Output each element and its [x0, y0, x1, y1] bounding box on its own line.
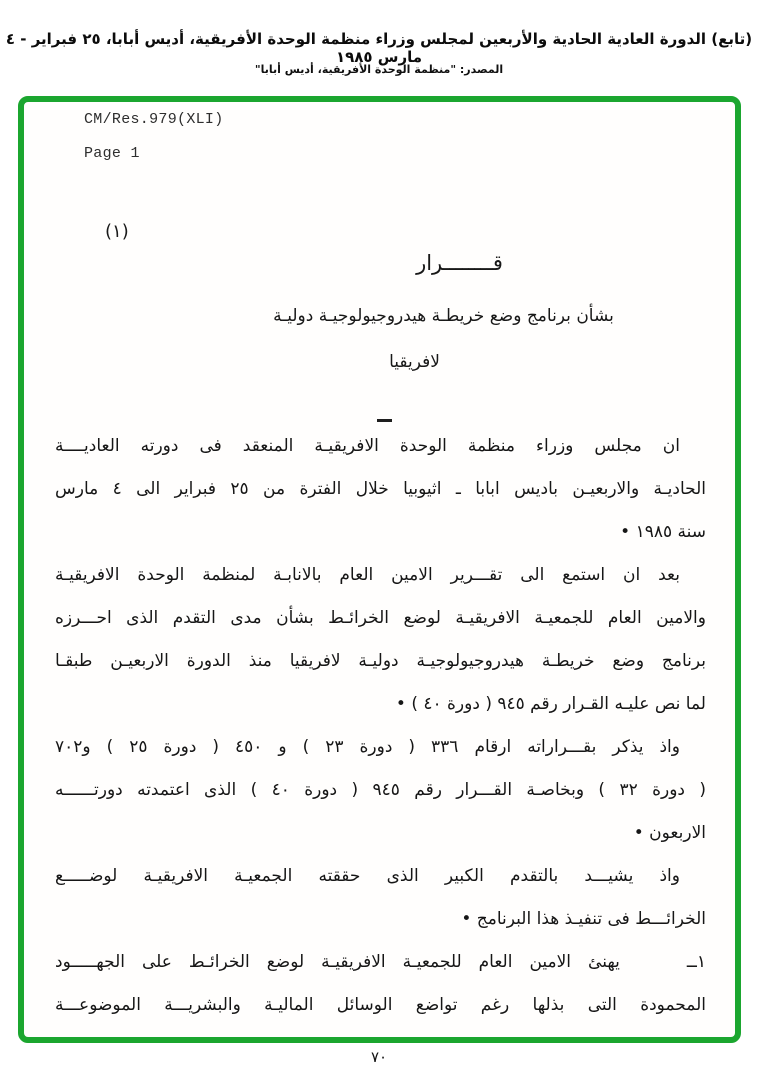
resolution-body	[55, 425, 706, 1027]
resolution-number-marker: (١)	[105, 221, 129, 242]
resolution-title: قــــــــرار	[416, 251, 503, 275]
operative-item-line: المحمودة التى بذلها رغم تواضع الوسائل الماليـة والبشريـــة الموضوعـــة	[55, 995, 706, 1015]
item-number: ١ــ	[686, 952, 706, 972]
title-divider-dash	[29, 407, 740, 426]
preamble-line: ( دورة ٣٢ ) وبخاصـة القـــرار رقم ٩٤٥ ( دورة ٤٠ ) الذى اعتمدته دورتــــــه	[55, 780, 706, 800]
resolution-subtitle-region: لافريقيا	[389, 352, 440, 372]
source-attribution-line: المصدر: "منظمة الوحدة الأفريقية، أديس أبابا"	[254, 63, 504, 76]
preamble-line: لما نص عليـه القـرار رقم ٩٤٥ ( دورة ٤٠ ) •	[395, 694, 706, 714]
preamble-paragraph-2	[55, 554, 706, 726]
operative-item-1	[55, 941, 706, 1027]
resolution-subtitle: بشأن برنامج وضع خريطـة هيدروجيولوجيـة دوليـة	[273, 306, 614, 326]
item-text: يهنئ الامين العام للجمعيـة الافريقيـة لوضع الخرائـط على الجهـــــود	[55, 952, 620, 972]
preamble-paragraph-1	[55, 425, 706, 554]
scanned-document-frame	[18, 96, 741, 1043]
preamble-line: واذ يذكر بقـــراراته ارقام ٣٣٦ ( دورة ٢٣ ) و ٤٥٠ ( دورة ٢٥ ) و٧٠٢	[55, 737, 680, 757]
preamble-paragraph-4	[55, 855, 706, 941]
preamble-line: واذ يشيـــد بالتقدم الكبير الذى حققته الجمعيـة الافريقيـة لوضـــــع	[55, 866, 680, 886]
preamble-line: والامين العام للجمعيـة الافريقيـة لوضع الخرائـط بشأن مدى التقدم الذى احـــرزه	[55, 608, 706, 628]
preamble-line: ان مجلس وزراء منظمة الوحدة الافريقيـة المنعقد فى دورته العاديــــة	[55, 436, 680, 456]
document-page-label: Page 1	[84, 145, 140, 162]
operative-item-first-line	[55, 941, 706, 984]
document-reference: CM/Res.979(XLI)	[84, 111, 224, 128]
footer-page-number: ٧٠	[370, 1048, 388, 1066]
preamble-line: الحاديـة والاربعيـن باديس ابابا ـ اثيوبيا خلال الفترة من ٢٥ فبراير الى ٤ مارس	[55, 479, 706, 499]
preamble-line: الاربعون •	[633, 823, 706, 843]
dash-bar	[377, 419, 392, 422]
preamble-line: الخرائـــط فى تنفيـذ هذا البرنامج •	[461, 909, 706, 929]
session-header-line: (تابع) الدورة العادية الحادية والأربعين لمجلس وزراء منظمة الوحدة الأفريقية، أديس أبابا، ٢٥ فبراير - ٤ مارس ١٩٨٥	[5, 30, 753, 66]
preamble-line: بعد ان استمع الى تقـــرير الامين العام بالانابـة لمنظمة الوحدة الافريقيـة	[55, 565, 680, 585]
preamble-line: برنامج وضع خريطـة هيدروجيولوجيـة دوليـة لافريقيا منذ الدورة الاربعيـن طبقـا	[55, 651, 706, 671]
preamble-paragraph-3	[55, 726, 706, 855]
preamble-line: سنة ١٩٨٥ •	[620, 522, 706, 542]
